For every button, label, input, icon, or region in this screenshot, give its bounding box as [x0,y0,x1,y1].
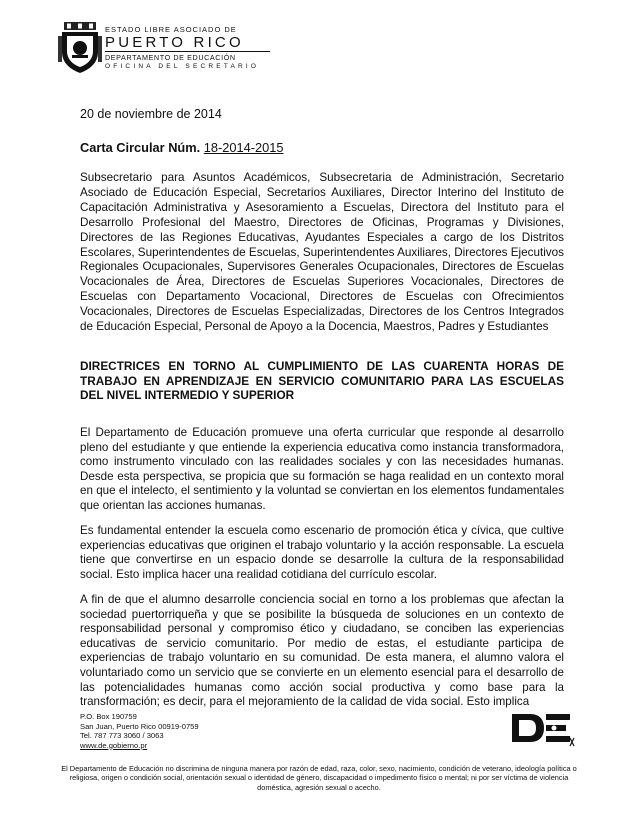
footer-po-box: P.O. Box 190759 [80,712,137,721]
circular-number: 18-2014-2015 [203,140,284,155]
body-paragraph-1: El Departamento de Educación promueve una oferta curricular que responde al desarrollo pleno del estudiante y que entiende la experiencia educativa como instancia transformadora, como instrumento vinculado con las realidades sociales y con las necesidades humanas. Desde esta perspectiva, se propicia que su formación se haga realidad en un contexto moral en que el intelecto, el sentimiento y la voluntad se conviertan en los elementos fundamentales que orientan las acciones humanas. [80,426,564,512]
footer-website-link[interactable]: www.de.gobierno.pr [80,740,148,750]
body-paragraph-2: Es fundamental entender la escuela como escenario de promoción ética y cívica, que cultive experiencias educativas que originen el trabajo voluntario y la acción responsable. La escuela tiene que convertirse en un espacio donde se desarrolle la cultura de la responsabilidad social. Esto implica hacer una realidad cotidiana del currículo escolar. [80,524,564,581]
footer-address [80,712,199,750]
body-paragraph-3: A fin de que el alumno desarrolle conciencia social en torno a los problemas que afectan la sociedad puertorriqueña y que se posibilite la búsqueda de soluciones en un contexto de responsabilidad personal y compromiso ético y ciudadano, se conciben las experiencias educativas de servicio comunitario. Por medio de estas, el estudiante participa de experiencias de trabajo voluntario en su comunidad. De esta manera, el alumno valora el voluntariado como un servicio que se convierte en un elemento esencial para el desarrollo de las potencialidades humanas como acción social productiva y como base para la transformación; es decir, para el mejoramiento de la calidad de vida social. Esto implica [80,593,564,709]
letterhead-office: OFICINA DEL SECRETARIO [105,63,260,70]
addressees-block: Subsecretario para Asuntos Académicos, Subsecretaria de Administración, Secretario Asociado de Educación Especial, Secretarios Auxiliares, Director Interino del Instituto de Capacitación Administrativa y Asesoramiento a Escuelas, Directora del Instituto para el Desarrollo Profesional del Maestro, Directores de Oficinas, Programas y Divisiones, Directores de las Regiones Educativas, Ayudantes Especiales a cargo de los Distritos Escolares, Superintendentes de Escuelas, Superintendentes Auxiliares, Directores Ejecutivos Regionales Ocupacionales, Supervisores Generales Ocupacionales, Directores de Escuelas Vocacionales de Área, Directores de Escuelas Superiores Vocacionales, Directores de Escuelas con Departamento Vocacional, Directores de Escuelas con Ofrecimientos Vocacionales, Directores de Escuelas Especializadas, Directores de los Centros Integrados de Educación Especial, Personal de Apoyo a la Docencia, Maestros, Padres y Estudiantes [80,171,564,334]
footer-city: San Juan, Puerto Rico 00919-0759 [80,721,199,731]
circular-heading [80,140,283,155]
letterhead-state: ESTADO LIBRE ASOCIADO DE [105,25,237,34]
letterhead-department: DEPARTAMENTO DE EDUCACIÓN [105,53,236,62]
de-logo-icon [510,708,576,748]
letterhead-country: PUERTO RICO [105,34,244,51]
non-discrimination-notice: El Departamento de Educación no discrimina de ninguna manera por razón de edad, raza, color, sexo, nacimiento, condición de veterano, ideología política o religiosa, origen o condición social, orientación sexual o identidad de género, discapacidad o impedimento físico o mental; ni por ser víctima de violencia doméstica, agresión sexual o acecho. [61,764,577,792]
letter-date: 20 de noviembre de 2014 [80,107,222,121]
circular-label: Carta Circular Núm. [80,140,201,155]
footer-phone: Tel. 787 773 3060 / 3063 [80,731,164,741]
document-title: DIRECTRICES EN TORNO AL CUMPLIMIENTO DE LAS CUARENTA HORAS DE TRABAJO EN APRENDIZAJE EN SERVICIO COMUNITARIO PARA LAS ESCUELAS DEL NIVEL INTERMEDIO Y SUPERIOR [80,359,564,403]
letterhead [58,22,358,82]
coat-of-arms-icon [58,22,102,74]
letterhead-divider [105,51,270,52]
